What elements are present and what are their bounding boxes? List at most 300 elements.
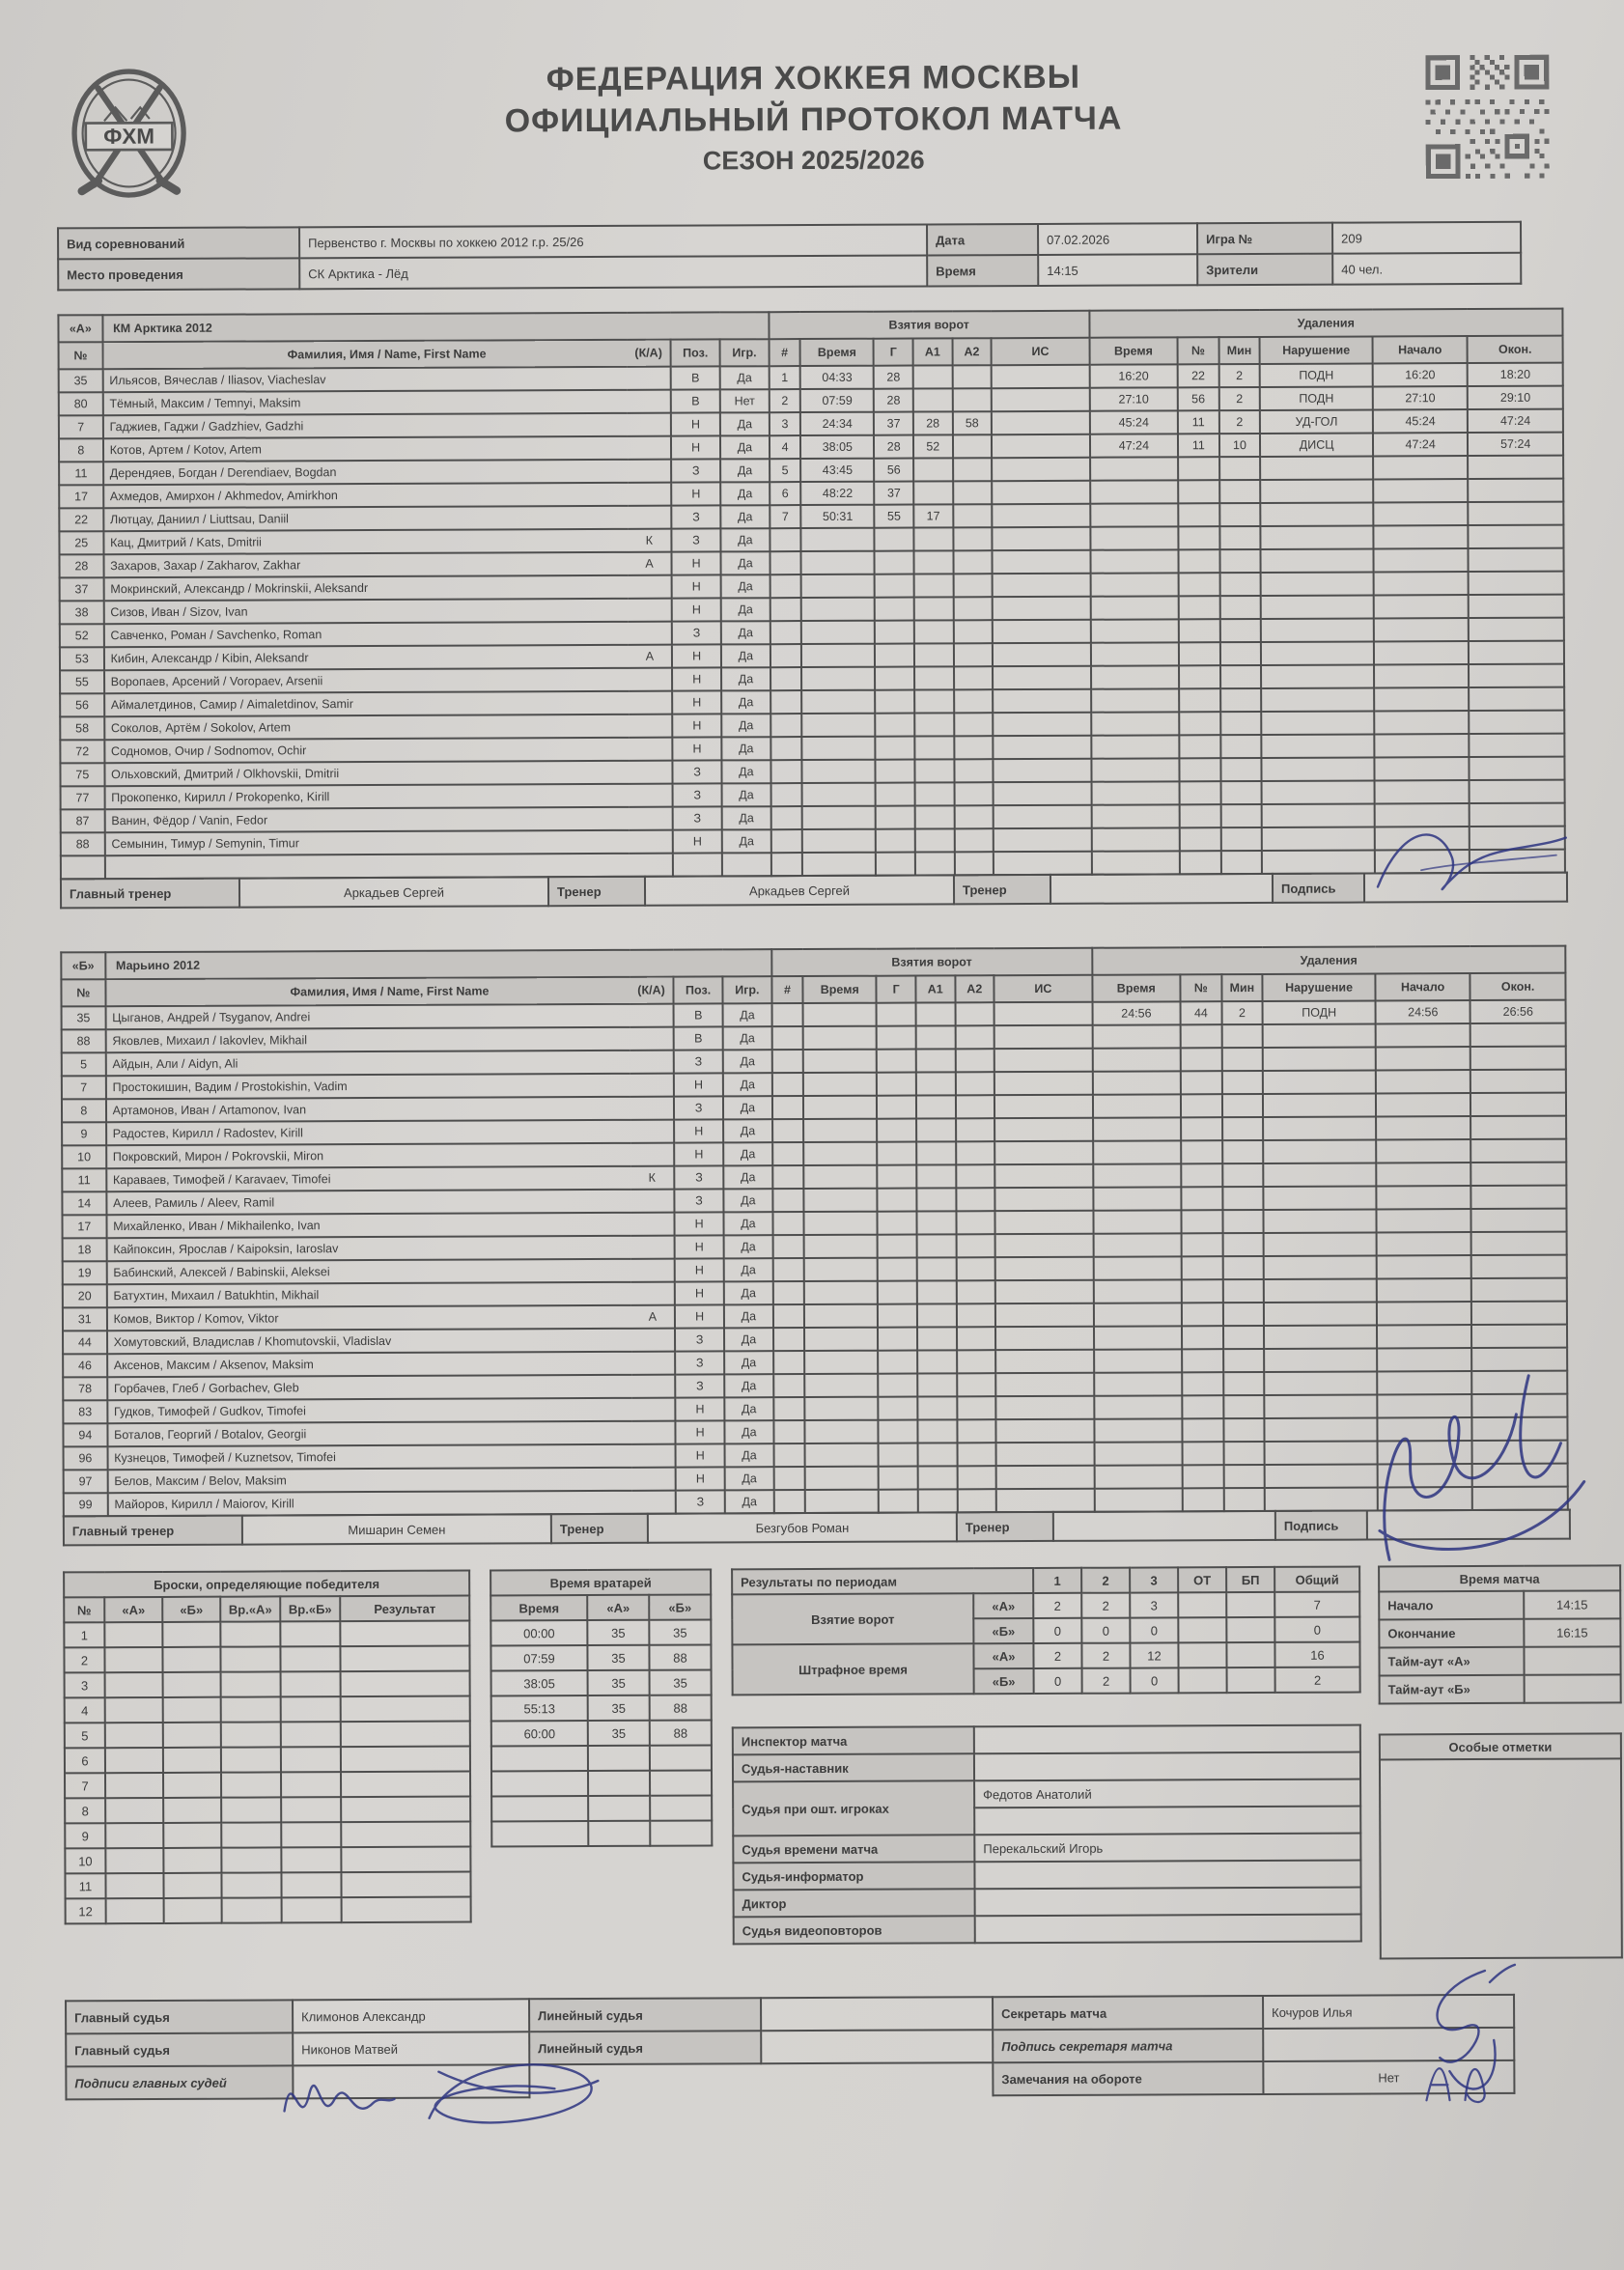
cell bbox=[773, 1374, 805, 1397]
cell bbox=[1221, 1048, 1263, 1071]
cell: 50:31 bbox=[801, 505, 875, 528]
match-secretary-label: Секретарь матча bbox=[993, 1996, 1263, 2030]
cell bbox=[995, 1327, 1094, 1350]
penalty-a-cell: 12 bbox=[1130, 1642, 1178, 1667]
cell bbox=[1374, 664, 1470, 687]
cell bbox=[1471, 1255, 1567, 1278]
cell: Да bbox=[723, 1119, 772, 1142]
cell bbox=[1262, 803, 1375, 827]
col-pen-num: № bbox=[1180, 974, 1221, 1001]
cell bbox=[992, 411, 1090, 434]
col-played: Игр. bbox=[722, 976, 771, 1003]
cell bbox=[1469, 479, 1564, 502]
cell bbox=[1220, 735, 1262, 758]
head-coach-label: Главный тренер bbox=[61, 879, 239, 909]
cell bbox=[106, 1898, 164, 1923]
cell bbox=[1468, 456, 1563, 479]
col-pen-num: № bbox=[1178, 337, 1219, 364]
cell: 80 bbox=[59, 392, 103, 415]
federation-title: ФЕДЕРАЦИЯ ХОККЕЯ МОСКВЫ bbox=[546, 58, 1081, 98]
team-a-coach1: Аркадьев Сергей bbox=[645, 875, 954, 905]
cell: 8 bbox=[62, 1099, 106, 1122]
cell bbox=[993, 574, 1091, 597]
cell bbox=[630, 1282, 675, 1305]
cell: Цыганов, Андрей / Tsyganov, Andrei bbox=[105, 1004, 630, 1029]
cell bbox=[1471, 1325, 1567, 1348]
cell bbox=[1377, 1278, 1472, 1302]
cell bbox=[1374, 734, 1470, 757]
cell bbox=[588, 1771, 650, 1796]
cell: 5 bbox=[770, 459, 801, 482]
cell bbox=[957, 1373, 996, 1396]
penalty-a-cell bbox=[1226, 1642, 1274, 1667]
cell bbox=[916, 1049, 956, 1072]
cell bbox=[1091, 827, 1179, 851]
team-a-name: КМ Арктика 2012 bbox=[102, 312, 769, 342]
cell: 43:45 bbox=[800, 459, 874, 482]
cell bbox=[1471, 1139, 1567, 1163]
shootout-row bbox=[64, 1646, 469, 1673]
cell bbox=[1469, 664, 1564, 687]
cell bbox=[773, 1490, 805, 1513]
cell bbox=[1091, 665, 1179, 688]
cell: 56 bbox=[60, 693, 104, 716]
secretary-signature-label: Подпись секретаря матча bbox=[993, 2029, 1263, 2062]
cell: А bbox=[628, 552, 672, 575]
cell: Да bbox=[724, 1258, 773, 1281]
cell bbox=[1374, 595, 1470, 618]
cell bbox=[1180, 827, 1221, 851]
cell bbox=[1220, 642, 1262, 665]
cell: Ольховский, Дмитрий / Olkhovskii, Dmitrii bbox=[104, 761, 629, 786]
cell bbox=[805, 1443, 879, 1467]
cell bbox=[1219, 480, 1261, 503]
cell bbox=[1182, 1326, 1223, 1349]
cell bbox=[1261, 664, 1374, 688]
cell bbox=[164, 1898, 222, 1923]
cell: 31 bbox=[63, 1307, 107, 1331]
cell bbox=[1222, 1279, 1264, 1303]
cell bbox=[803, 1073, 877, 1096]
cell: Семынин, Тимур / Semynin, Timur bbox=[104, 830, 629, 855]
cell bbox=[1180, 781, 1221, 804]
cell bbox=[1263, 1093, 1376, 1117]
cell bbox=[1179, 619, 1220, 642]
cell bbox=[163, 1873, 221, 1898]
cell bbox=[628, 575, 672, 599]
col-pos: Поз. bbox=[671, 339, 720, 366]
cell bbox=[773, 1443, 805, 1467]
cell bbox=[1377, 1325, 1472, 1348]
cell bbox=[877, 1096, 916, 1119]
cell bbox=[914, 574, 954, 597]
cell bbox=[994, 1002, 1093, 1025]
cell: Н bbox=[671, 435, 720, 459]
table-row bbox=[1380, 1733, 1621, 1759]
cell bbox=[878, 1328, 917, 1351]
cell bbox=[629, 854, 673, 877]
cell bbox=[281, 1797, 341, 1822]
cell bbox=[1261, 525, 1374, 549]
cell bbox=[995, 1303, 1094, 1327]
table-row bbox=[1380, 1674, 1621, 1703]
cell bbox=[1373, 525, 1469, 548]
cell bbox=[105, 1723, 163, 1748]
cell bbox=[221, 1722, 281, 1747]
penalty-a-cell: 16 bbox=[1274, 1642, 1359, 1667]
cell bbox=[631, 1468, 676, 1491]
cell bbox=[1374, 780, 1470, 803]
team-a-coach2 bbox=[1050, 874, 1273, 904]
cell bbox=[1470, 780, 1565, 803]
video-judge-label: Судья видеоповторов bbox=[734, 1916, 975, 1944]
goalie-time-row bbox=[491, 1745, 712, 1771]
cell: 11 bbox=[62, 1168, 106, 1191]
cell bbox=[1222, 1233, 1264, 1256]
cell bbox=[772, 1096, 804, 1119]
cell: З bbox=[674, 1096, 723, 1119]
col-goal-no: # bbox=[769, 339, 800, 366]
cell bbox=[105, 1773, 163, 1798]
cell bbox=[956, 1303, 995, 1327]
goalie-time-row bbox=[491, 1770, 712, 1796]
cell bbox=[1469, 525, 1564, 548]
cell bbox=[1091, 688, 1179, 712]
cell: 35 bbox=[588, 1670, 650, 1695]
cell: 28 bbox=[874, 435, 913, 459]
cell bbox=[992, 434, 1090, 458]
cell bbox=[1471, 1278, 1567, 1302]
cell bbox=[1265, 1417, 1378, 1442]
cell bbox=[1090, 480, 1178, 503]
cell bbox=[1220, 665, 1262, 688]
cell bbox=[1182, 1349, 1223, 1372]
cell bbox=[1223, 1372, 1265, 1395]
cell bbox=[1265, 1394, 1378, 1418]
cell: 72 bbox=[60, 740, 104, 763]
penalty-box-judge-2 bbox=[974, 1807, 1360, 1836]
cell bbox=[1374, 618, 1470, 641]
mentor-label: Судья-наставник bbox=[733, 1753, 974, 1781]
cell bbox=[1470, 1116, 1566, 1139]
cell bbox=[104, 1622, 162, 1647]
shootout-row bbox=[66, 1897, 471, 1924]
cell: З bbox=[672, 505, 721, 528]
goals-b-cell: 0 bbox=[1274, 1617, 1359, 1642]
cell bbox=[1376, 1186, 1471, 1209]
cell: 6 bbox=[770, 482, 801, 505]
cell bbox=[994, 1141, 1093, 1164]
cell bbox=[913, 481, 953, 504]
cell bbox=[341, 1797, 470, 1823]
cell bbox=[956, 1188, 995, 1211]
col-goal-time: Время bbox=[800, 339, 874, 366]
cell bbox=[1263, 1163, 1376, 1187]
shootout-row bbox=[65, 1797, 470, 1824]
cell bbox=[105, 1873, 163, 1898]
cell bbox=[954, 759, 994, 782]
goalie-time-row bbox=[491, 1695, 712, 1721]
cell bbox=[1091, 781, 1179, 804]
cell bbox=[914, 643, 954, 666]
cell: 7 bbox=[62, 1076, 106, 1099]
cell: Да bbox=[723, 1142, 772, 1165]
cell bbox=[875, 575, 914, 598]
cell: Да bbox=[720, 528, 770, 551]
cell bbox=[957, 1350, 996, 1373]
cell: 77 bbox=[61, 786, 105, 809]
cell bbox=[1219, 596, 1261, 619]
cell bbox=[770, 598, 801, 621]
cell bbox=[772, 1165, 804, 1189]
cell bbox=[773, 1281, 805, 1304]
cell bbox=[1179, 596, 1220, 619]
cell bbox=[631, 1444, 676, 1468]
cell: Комов, Виктор / Komov, Viktor bbox=[107, 1305, 631, 1331]
cell bbox=[953, 550, 993, 574]
cell bbox=[61, 855, 105, 879]
cell bbox=[993, 597, 1091, 620]
cell bbox=[1182, 1372, 1223, 1395]
cell bbox=[802, 853, 876, 876]
col-goal-no: # bbox=[771, 976, 803, 1003]
cell: 35 bbox=[650, 1669, 712, 1695]
goalie-times-table bbox=[490, 1568, 713, 1847]
cell bbox=[281, 1747, 341, 1772]
cell bbox=[992, 365, 1090, 388]
cell bbox=[628, 483, 672, 506]
cell bbox=[1093, 1163, 1181, 1187]
cell: 47:24 bbox=[1090, 434, 1178, 457]
cell: 88 bbox=[62, 1029, 106, 1052]
cell bbox=[163, 1773, 221, 1798]
cell bbox=[650, 1820, 712, 1845]
cell: 2 bbox=[1221, 1001, 1263, 1024]
cell bbox=[770, 737, 802, 760]
cell: Н bbox=[675, 1212, 724, 1235]
cell bbox=[1091, 804, 1179, 827]
cell: З bbox=[675, 1165, 724, 1189]
cell bbox=[1092, 851, 1180, 874]
cell bbox=[801, 575, 875, 598]
cell: Да bbox=[724, 1420, 773, 1443]
cell bbox=[771, 1003, 803, 1026]
cell bbox=[1469, 687, 1564, 711]
cell bbox=[994, 1164, 1093, 1188]
col-a1: А1 bbox=[915, 975, 955, 1002]
cell: Да bbox=[723, 1165, 772, 1189]
cell: Кац, Дмитрий / Kats, Dmitrii bbox=[103, 529, 628, 554]
cell: Батухтин, Михаил / Batukhtin, Mikhail bbox=[106, 1282, 630, 1307]
cell bbox=[1179, 735, 1220, 758]
cell: Горбачев, Глеб / Gorbachev, Gleb bbox=[107, 1375, 631, 1400]
shootout-col-header: Вр.«А» bbox=[220, 1596, 280, 1621]
table-row bbox=[1380, 1758, 1622, 1958]
cell bbox=[1223, 1303, 1265, 1326]
special-notes-content bbox=[1380, 1758, 1622, 1958]
cell: Да bbox=[721, 737, 770, 760]
cell bbox=[1094, 1349, 1182, 1372]
cell: К bbox=[630, 1166, 675, 1190]
cell bbox=[915, 852, 955, 875]
cell: Да bbox=[720, 435, 770, 459]
period-3-header: 3 bbox=[1130, 1567, 1178, 1592]
cell bbox=[1261, 687, 1374, 712]
cell bbox=[956, 1234, 995, 1257]
cell: 17 bbox=[62, 1215, 106, 1238]
cell bbox=[770, 760, 802, 783]
cell bbox=[916, 1141, 956, 1164]
penalties-section-header: Удаления bbox=[1092, 946, 1565, 975]
cell bbox=[282, 1897, 342, 1922]
cell bbox=[875, 598, 914, 621]
cell: З bbox=[672, 528, 721, 551]
cell bbox=[993, 550, 1091, 574]
cell: 58 bbox=[952, 411, 992, 434]
shootout-row bbox=[65, 1872, 470, 1899]
cell bbox=[918, 1489, 958, 1512]
spectators-label: Зрители bbox=[1197, 254, 1332, 286]
cell bbox=[1094, 1418, 1182, 1442]
cell: Да bbox=[723, 1096, 772, 1119]
cell: 55 bbox=[875, 505, 914, 528]
linesman-2-value bbox=[761, 2030, 993, 2063]
cell bbox=[491, 1796, 588, 1821]
cell bbox=[1469, 548, 1564, 572]
cell: В bbox=[671, 366, 720, 389]
cell bbox=[1471, 1163, 1567, 1186]
cell bbox=[994, 1049, 1093, 1072]
cell bbox=[1376, 1047, 1471, 1070]
timeout-b-value bbox=[1525, 1674, 1621, 1702]
cell: 88 bbox=[61, 832, 105, 855]
cell bbox=[1470, 1023, 1566, 1047]
cell: 9 bbox=[62, 1122, 106, 1145]
cell bbox=[876, 853, 915, 876]
cell bbox=[1223, 1349, 1265, 1372]
cell: 24:34 bbox=[800, 412, 874, 435]
cell bbox=[1264, 1232, 1377, 1256]
cell bbox=[914, 620, 954, 643]
table-row bbox=[1379, 1646, 1620, 1675]
cell bbox=[996, 1443, 1095, 1466]
shootout-col-header: № bbox=[64, 1597, 104, 1622]
time-value: 14:15 bbox=[1038, 254, 1197, 286]
cell bbox=[771, 829, 803, 853]
cell: 75 bbox=[60, 763, 104, 786]
cell: 28 bbox=[913, 411, 953, 434]
competition-value: Первенство г. Москвы по хоккею 2012 г.р. 25/26 bbox=[299, 224, 927, 258]
game-no-label: Игра № bbox=[1197, 223, 1332, 255]
table-row bbox=[1379, 1590, 1620, 1619]
team-b-coach2 bbox=[1053, 1511, 1275, 1541]
timeout-a-value bbox=[1524, 1646, 1620, 1674]
cell: 14 bbox=[62, 1191, 106, 1215]
cell bbox=[588, 1746, 650, 1771]
cell bbox=[341, 1872, 470, 1898]
cell bbox=[1094, 1465, 1182, 1488]
cell bbox=[918, 1466, 958, 1489]
team-b-name: Марьино 2012 bbox=[105, 949, 771, 979]
cell bbox=[956, 1164, 995, 1188]
cell bbox=[631, 1329, 676, 1352]
cell bbox=[629, 784, 673, 807]
cell bbox=[631, 1398, 676, 1421]
cell: Сизов, Иван / Sizov, Ivan bbox=[103, 599, 628, 624]
cell bbox=[875, 667, 914, 690]
goals-b-cell: 0 bbox=[1081, 1618, 1130, 1643]
qr-code-icon bbox=[1425, 55, 1550, 180]
goals-b-cell bbox=[1226, 1617, 1274, 1642]
cell: З bbox=[673, 760, 722, 783]
cell bbox=[1223, 1395, 1265, 1418]
end-value: 16:15 bbox=[1524, 1618, 1620, 1646]
cell bbox=[1471, 1232, 1567, 1255]
cell bbox=[804, 1328, 878, 1351]
cell bbox=[953, 574, 993, 597]
cell bbox=[342, 1897, 471, 1923]
cell: 2 bbox=[1218, 410, 1260, 434]
cell bbox=[993, 527, 1091, 550]
cell bbox=[1182, 1303, 1223, 1326]
cell bbox=[956, 1211, 995, 1234]
cell bbox=[772, 1073, 804, 1096]
cell bbox=[629, 807, 673, 830]
cell: 37 bbox=[875, 482, 914, 505]
cell bbox=[770, 621, 802, 644]
cell bbox=[1377, 1417, 1472, 1441]
cell bbox=[1093, 1071, 1181, 1094]
cell bbox=[630, 1236, 675, 1259]
cell bbox=[588, 1821, 650, 1846]
cell: 38:05 bbox=[491, 1670, 588, 1695]
cell bbox=[1471, 1186, 1567, 1209]
cell: 47:24 bbox=[1373, 433, 1469, 456]
match-secretary-value bbox=[1263, 1995, 1514, 2029]
cell bbox=[994, 1188, 1093, 1211]
cell bbox=[631, 1352, 676, 1375]
cell bbox=[878, 1212, 917, 1235]
cell bbox=[281, 1872, 341, 1897]
cell: 4 bbox=[65, 1697, 105, 1723]
cell bbox=[1180, 851, 1221, 874]
cell bbox=[1222, 1140, 1264, 1163]
cell: 99 bbox=[64, 1493, 108, 1516]
col-pen-violation: Нарушение bbox=[1260, 336, 1373, 364]
cell bbox=[1090, 526, 1178, 549]
cell bbox=[1178, 503, 1219, 526]
cell bbox=[916, 1164, 956, 1188]
cell bbox=[1264, 1371, 1377, 1395]
col-g: Г bbox=[877, 976, 916, 1003]
penalty-a-cell bbox=[1178, 1642, 1226, 1667]
cell bbox=[627, 413, 671, 436]
period-total-header: Общий bbox=[1274, 1567, 1359, 1592]
cell: 07:59 bbox=[800, 389, 874, 412]
cell: 47:24 bbox=[1468, 409, 1563, 433]
cell: 10 bbox=[1219, 434, 1261, 457]
cell bbox=[1264, 1348, 1377, 1372]
cell: Н bbox=[672, 575, 721, 598]
match-time-title: Время матча bbox=[1379, 1565, 1620, 1591]
cell bbox=[1470, 757, 1565, 780]
cell bbox=[877, 1026, 916, 1050]
cell bbox=[341, 1696, 470, 1723]
shootout-col-header: «А» bbox=[104, 1597, 162, 1622]
cell bbox=[650, 1770, 712, 1795]
cell bbox=[954, 782, 994, 805]
cell bbox=[1219, 573, 1261, 596]
